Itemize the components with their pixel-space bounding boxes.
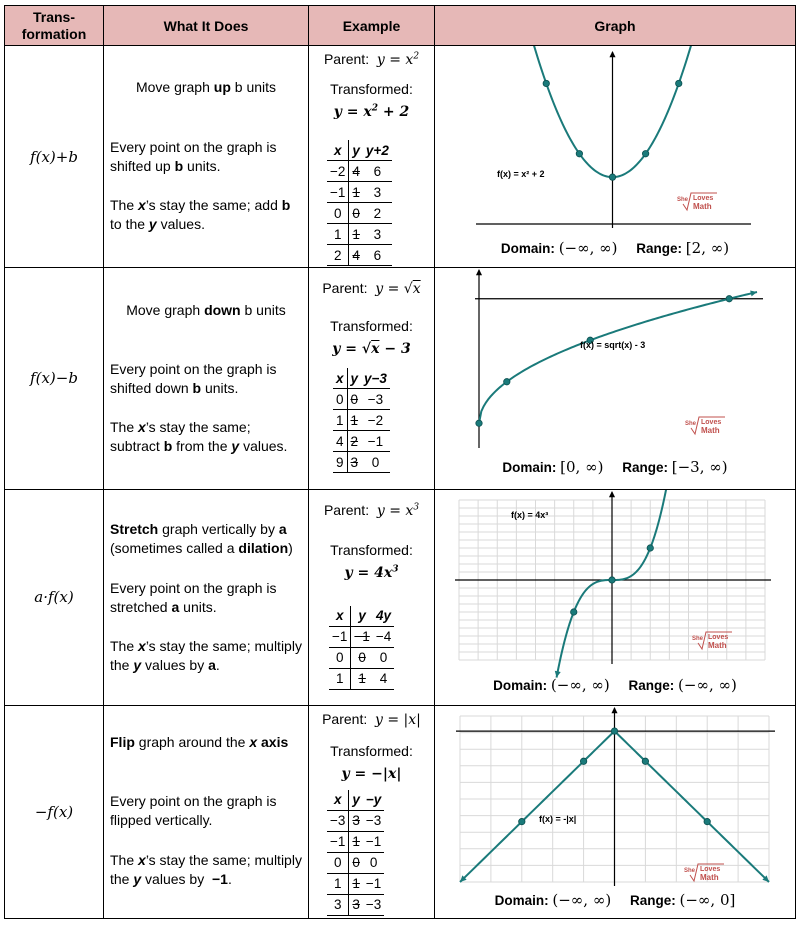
x-cell: −1: [327, 831, 349, 852]
y-cell: y: [349, 790, 363, 811]
detail-1: Every point on the graph is flipped vertically.: [110, 792, 277, 828]
data-point: [611, 728, 617, 734]
graph-1: [435, 46, 793, 266]
x-cell: 0: [329, 647, 351, 668]
value-table-header: [333, 368, 390, 389]
y-cell: y: [349, 140, 363, 161]
svg-text:Math: Math: [700, 872, 719, 882]
example-cell: [309, 705, 435, 918]
new-y-cell: 6: [363, 245, 392, 266]
x-cell: x: [327, 790, 349, 811]
data-point: [642, 151, 648, 157]
new-y-cell: 2: [363, 203, 392, 224]
range-value: (−∞, 0]: [679, 890, 736, 909]
transform-cell: [5, 268, 104, 489]
data-point: [571, 608, 577, 614]
value-table-row: [333, 431, 390, 452]
value-table-row: [329, 626, 394, 647]
x-cell: 4: [333, 431, 347, 452]
data-point: [642, 758, 648, 764]
transform-cell: [5, 46, 104, 268]
y-cell: 2: [347, 431, 361, 452]
new-y-cell: 4y: [373, 606, 394, 627]
domain-label: Domain:: [494, 892, 549, 908]
value-table: [327, 140, 392, 266]
domain-value: (−∞, ∞): [558, 239, 618, 258]
svg-text:She: She: [684, 867, 696, 874]
y-cell: 3: [347, 452, 361, 473]
domain-range: [435, 676, 795, 694]
value-table-header: [327, 790, 384, 811]
x-cell: 0: [327, 203, 349, 224]
header-example: Example: [309, 6, 435, 46]
domain-range: [435, 239, 795, 257]
function-curve: [479, 292, 757, 423]
domain-range: [435, 458, 795, 476]
header-transformation: Trans- formation: [5, 6, 104, 46]
site-logo: [692, 632, 732, 650]
y-cell: 3: [349, 894, 363, 915]
what-cell: [104, 489, 309, 705]
x-cell: −1: [329, 626, 351, 647]
parent-line: [309, 51, 434, 68]
range-label: Range:: [622, 460, 668, 476]
site-logo: [677, 193, 717, 211]
parent-fn: y = |x|: [375, 711, 421, 728]
domain-value: (−∞, ∞): [550, 675, 610, 694]
transformed-fn: y = √x − 3: [332, 341, 411, 358]
range-value: [−3, ∞): [671, 458, 728, 477]
parent-fn: y = √x: [375, 281, 421, 298]
detail-2: The x’s stay the same; multiply the y values by −1.: [110, 851, 302, 887]
svg-text:She: She: [692, 635, 704, 642]
data-point: [609, 174, 615, 180]
transformations-table: [4, 5, 796, 919]
y-axis-arrow: [611, 707, 617, 713]
value-table-row: [327, 852, 384, 873]
y-cell: 1: [347, 410, 361, 431]
example-cell: [309, 268, 435, 489]
value-table-row: [327, 831, 384, 852]
new-y-cell: 6: [363, 161, 392, 182]
value-table-row: [327, 224, 392, 245]
data-point: [504, 379, 510, 385]
graph-cell: [435, 268, 796, 489]
detail-2: The x’s stay the same; multiply the y values by a.: [110, 637, 302, 673]
transformed-label: Transformed:: [330, 81, 413, 98]
new-y-cell: 3: [363, 224, 392, 245]
x-cell: 1: [327, 873, 349, 894]
y-cell: 0: [351, 647, 373, 668]
x-cell: x: [329, 606, 351, 627]
new-y-cell: −2: [361, 410, 390, 431]
what-cell: [104, 705, 309, 918]
svg-text:Loves: Loves: [708, 633, 729, 641]
headline: Flip graph around the x axis: [110, 733, 289, 750]
detail-1: Every point on the graph is shifted down b units.: [110, 361, 277, 397]
headline: Stretch graph vertically by a (sometimes called a dilation): [110, 520, 293, 556]
function-label: f(x) = -|x|: [539, 813, 577, 824]
parent-label: Parent:: [322, 710, 368, 727]
value-table-row: [327, 245, 392, 266]
new-y-cell: 0: [373, 647, 394, 668]
headline: Move graph up b units: [135, 79, 277, 96]
y-axis-arrow: [476, 269, 482, 275]
svg-text:Math: Math: [701, 426, 720, 436]
transformed-label: Transformed:: [330, 318, 413, 335]
svg-text:Loves: Loves: [700, 865, 721, 873]
parent-line: [309, 502, 434, 519]
transformed-label: Transformed:: [330, 742, 413, 759]
x-cell: 9: [333, 452, 347, 473]
x-cell: 0: [333, 389, 347, 410]
new-y-cell: −3: [363, 810, 384, 831]
new-y-cell: −1: [363, 831, 384, 852]
parent-label: Parent:: [322, 280, 368, 297]
value-table-header: [329, 606, 394, 627]
function-label: f(x) = sqrt(x) - 3: [580, 340, 646, 351]
x-cell: 0: [327, 852, 349, 873]
x-cell: 1: [329, 668, 351, 689]
y-cell: 1: [349, 873, 363, 894]
transform-expression: f(x)+b: [30, 147, 78, 166]
data-point: [676, 80, 682, 86]
value-table-row: [327, 203, 392, 224]
new-y-cell: −3: [363, 894, 384, 915]
transform-cell: [5, 489, 104, 705]
svg-text:Loves: Loves: [693, 195, 714, 203]
value-table-row: [327, 894, 384, 915]
y-cell: 0: [349, 203, 363, 224]
domain-label: Domain:: [500, 241, 555, 257]
x-cell: x: [327, 140, 349, 161]
what-cell: [104, 46, 309, 268]
new-y-cell: −1: [361, 431, 390, 452]
transform-expression: a·f(x): [34, 588, 74, 607]
domain-label: Domain:: [502, 460, 557, 476]
transform-expression: f(x)−b: [30, 369, 78, 388]
detail-2: The x’s stay the same; subtract b from the y values.: [110, 419, 288, 455]
row-shift-up: [5, 46, 796, 268]
graph-2: [435, 268, 793, 488]
y-cell: 0: [347, 389, 361, 410]
new-y-cell: −1: [363, 873, 384, 894]
graph-cell: [435, 46, 796, 268]
parent-line: [309, 280, 434, 297]
y-cell: 1: [351, 668, 373, 689]
domain-value: (−∞, ∞): [552, 890, 612, 909]
transformed-label: Transformed:: [330, 541, 413, 558]
detail-1: Every point on the graph is shifted up b units.: [110, 139, 277, 175]
y-axis-arrow: [609, 51, 615, 57]
site-logo: [685, 417, 725, 435]
y-cell: 3: [349, 810, 363, 831]
x-cell: −1: [327, 182, 349, 203]
new-y-cell: y+2: [363, 140, 392, 161]
data-point: [647, 544, 653, 550]
transformed-fn: y = −|x|: [341, 765, 402, 782]
value-table-row: [333, 452, 390, 473]
data-point: [580, 758, 586, 764]
function-label: f(x) = x² + 2: [497, 169, 545, 180]
graph-cell: [435, 705, 796, 918]
row-flip: [5, 705, 796, 918]
svg-text:She: She: [685, 421, 697, 428]
data-point: [519, 818, 525, 824]
data-point: [704, 818, 710, 824]
y-cell: 1: [349, 831, 363, 852]
value-table-row: [327, 810, 384, 831]
domain-range: [435, 891, 795, 909]
value-table: [329, 606, 394, 690]
x-cell: −3: [327, 810, 349, 831]
new-y-cell: −4: [373, 626, 394, 647]
transform-expression: −f(x): [34, 802, 74, 821]
data-point: [543, 80, 549, 86]
example-cell: [309, 489, 435, 705]
new-y-cell: 0: [363, 852, 384, 873]
data-point: [726, 296, 732, 302]
value-table-row: [333, 389, 390, 410]
what-cell: [104, 268, 309, 489]
graph-4: [435, 706, 793, 917]
new-y-cell: −3: [361, 389, 390, 410]
new-y-cell: y−3: [361, 368, 390, 389]
range-label: Range:: [628, 677, 675, 693]
y-cell: 4: [349, 161, 363, 182]
value-table: [327, 790, 384, 916]
function-label: f(x) = 4x³: [511, 509, 549, 520]
site-logo: [684, 864, 724, 882]
detail-2: The x’s stay the same; add b to the y values.: [110, 197, 291, 233]
y-cell: −1: [351, 626, 373, 647]
x-cell: 1: [333, 410, 347, 431]
transform-cell: [5, 705, 104, 918]
detail-1: Every point on the graph is stretched a units.: [110, 579, 277, 615]
header-what-it-does: What It Does: [104, 6, 309, 46]
range-value: [2, ∞): [685, 239, 730, 258]
parent-fn: $y = x^2$: [376, 51, 420, 69]
value-table: [333, 368, 390, 473]
x-cell: x: [333, 368, 347, 389]
graph-3: [435, 490, 793, 704]
new-y-cell: 0: [361, 452, 390, 473]
y-axis-arrow: [609, 491, 615, 497]
data-point: [476, 420, 482, 426]
value-table-row: [327, 873, 384, 894]
domain-value: [0, ∞): [560, 458, 604, 477]
y-cell: 1: [349, 182, 363, 203]
svg-text:She: She: [677, 197, 689, 204]
y-cell: 0: [349, 852, 363, 873]
svg-text:Math: Math: [693, 202, 712, 212]
x-cell: 1: [327, 224, 349, 245]
range-value: (−∞, ∞): [678, 675, 737, 694]
row-shift-down: [5, 268, 796, 489]
transformed-fn: $y = x^2 + 2$: [333, 103, 410, 121]
y-cell: 1: [349, 224, 363, 245]
value-table-row: [327, 182, 392, 203]
row-stretch: [5, 489, 796, 705]
new-y-cell: 3: [363, 182, 392, 203]
value-table-header: [327, 140, 392, 161]
graph-cell: [435, 489, 796, 705]
svg-text:Loves: Loves: [701, 419, 722, 427]
parent-fn: $y = x^3$: [376, 501, 420, 519]
value-table-row: [329, 668, 394, 689]
parent-line: [309, 711, 434, 728]
y-cell: y: [347, 368, 361, 389]
header-graph: Graph: [435, 6, 796, 46]
parent-label: Parent:: [323, 51, 370, 68]
headline: Move graph down b units: [126, 302, 286, 319]
header-row: [5, 6, 796, 46]
x-cell: 3: [327, 894, 349, 915]
new-y-cell: 4: [373, 668, 394, 689]
value-table-row: [327, 161, 392, 182]
x-cell: −2: [327, 161, 349, 182]
value-table-row: [329, 647, 394, 668]
y-cell: 4: [349, 245, 363, 266]
x-cell: 2: [327, 245, 349, 266]
parent-label: Parent:: [323, 501, 370, 518]
domain-label: Domain:: [493, 677, 548, 693]
range-label: Range:: [629, 892, 676, 908]
svg-text:Math: Math: [708, 640, 727, 650]
y-cell: y: [351, 606, 373, 627]
new-y-cell: −y: [363, 790, 384, 811]
data-point: [576, 151, 582, 157]
transformed-fn: $y = 4x^3$: [344, 563, 399, 581]
data-point: [609, 576, 615, 582]
value-table-row: [333, 410, 390, 431]
example-cell: [309, 46, 435, 268]
range-label: Range:: [636, 241, 683, 257]
